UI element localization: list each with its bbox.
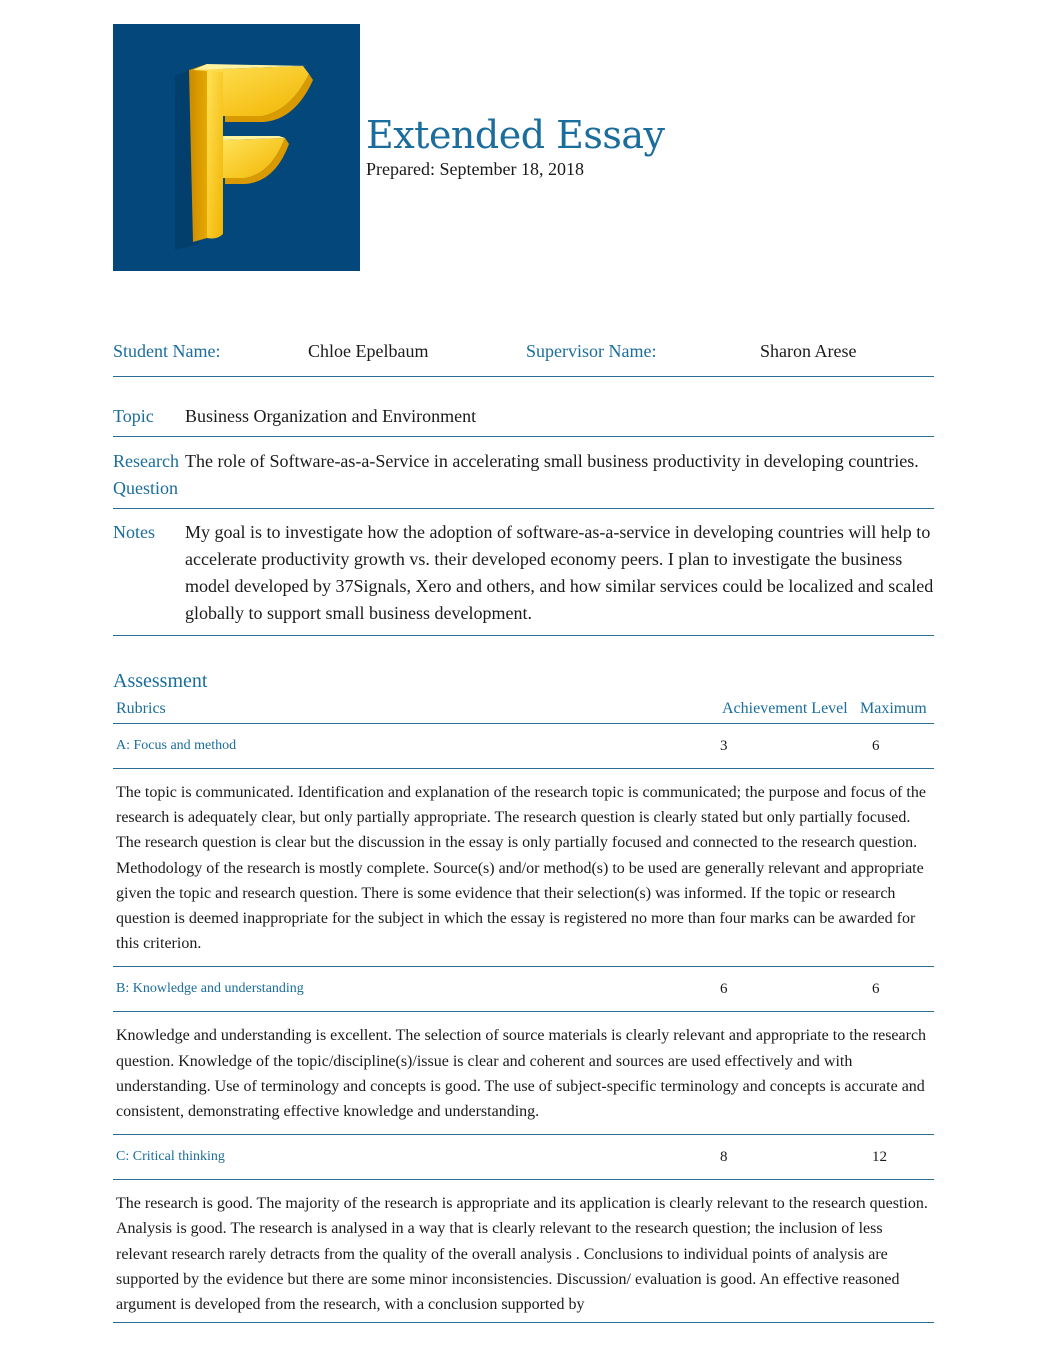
- document-page: [113, 24, 934, 1323]
- letter-f-logo-icon: [113, 24, 360, 271]
- notes-row: [113, 509, 934, 636]
- criterion-description: Knowledge and understanding is excellent. The selection of source materials is clearly relevant and appropriate to the research question. Knowledge of the topic/discipline(s)/issue is clear and coherent and sources are used effectively and with understanding. Use of terminology and concepts is good. The use of subject-specific terminology and concepts is accurate and consistent, demonstrating effective knowledge and understanding.: [113, 1012, 934, 1135]
- criterion-description: The research is good. The majority of the research is appropriate and its application is clearly relevant to the research question. Analysis is good. The research is analysed in a way that is clearly relevant to the research question; the inclusion of less relevant research rarely detracts from the quality of the overall analysis . Conclusions to individual points of analysis are supported by the evidence but there are some minor inconsistencies. Discussion/ evaluation is good. An effective reasoned argument is developed from the research, with a conclusion supported by: [113, 1180, 934, 1323]
- assessment-title: Assessment: [113, 670, 208, 692]
- prepared-date: Prepared: September 18, 2018: [366, 159, 584, 179]
- research-question-value: The role of Software-as-a-Service in accelerating small business productivity in developing countries.: [185, 451, 919, 471]
- document-title: Extended Essay: [366, 113, 665, 157]
- criterion-row: [113, 967, 934, 1012]
- criterion-achievement: 3: [720, 737, 728, 754]
- topic-value: Business Organization and Environment: [185, 406, 477, 426]
- criterion-name: A: Focus and method: [116, 738, 237, 753]
- student-name-value: Chloe Epelbaum: [308, 341, 429, 361]
- criterion-achievement: 8: [720, 1148, 728, 1165]
- criterion-row: [113, 1135, 934, 1180]
- notes-value: My goal is to investigate how the adoption of software-as-a-service in developing countries will help to accelerate productivity growth vs. their developed economy peers. I plan to investigate the business model developed by 37Signals, Xero and others, and how similar services could be localized and scaled globally to support small business development.: [185, 522, 934, 623]
- criterion-name: B: Knowledge and understanding: [116, 981, 304, 997]
- topic-label: Topic: [113, 406, 154, 426]
- title-block: [366, 112, 664, 180]
- maximum-column-header: Maximum: [860, 700, 927, 717]
- research-question-label: [113, 448, 185, 502]
- rubric-table-header: [113, 700, 934, 724]
- criterion-maximum: 6: [872, 980, 880, 997]
- document-header: [113, 24, 934, 271]
- notes-label: Notes: [113, 522, 155, 542]
- student-name-label: Student Name:: [113, 341, 221, 361]
- research-question-label-line1: Research: [113, 451, 179, 471]
- criterion-name: C: Critical thinking: [116, 1149, 225, 1165]
- research-question-row: [113, 437, 934, 509]
- criterion-maximum: 6: [872, 737, 880, 754]
- criterion-row: [113, 724, 934, 769]
- supervisor-name-value: Sharon Arese: [760, 341, 857, 361]
- topic-row: [113, 403, 934, 437]
- research-question-label-line2: Question: [113, 478, 178, 498]
- criterion-maximum: 12: [872, 1148, 887, 1165]
- names-row: [113, 335, 934, 377]
- achievement-column-header: Achievement Level: [722, 700, 848, 717]
- criterion-description: The topic is communicated. Identification and explanation of the research topic is communicated; the purpose and focus of the research is adequately clear, but only partially appropriate. The research question is clearly stated but only partially focused. The research question is clear but the discussion in the essay is only partially focused and connected to the research question. Methodology of the research is mostly complete. Source(s) and/or method(s) to be used are generally relevant and appropriate given the topic and research question. There is some evidence that their selection(s) was informed. If the topic or research question is deemed inappropriate for the subject in which the essay is registered no more than four marks can be awarded for this criterion.: [113, 769, 934, 967]
- criterion-achievement: 6: [720, 980, 728, 997]
- supervisor-name-label: Supervisor Name:: [526, 341, 657, 361]
- rubrics-column-header: Rubrics: [116, 700, 166, 717]
